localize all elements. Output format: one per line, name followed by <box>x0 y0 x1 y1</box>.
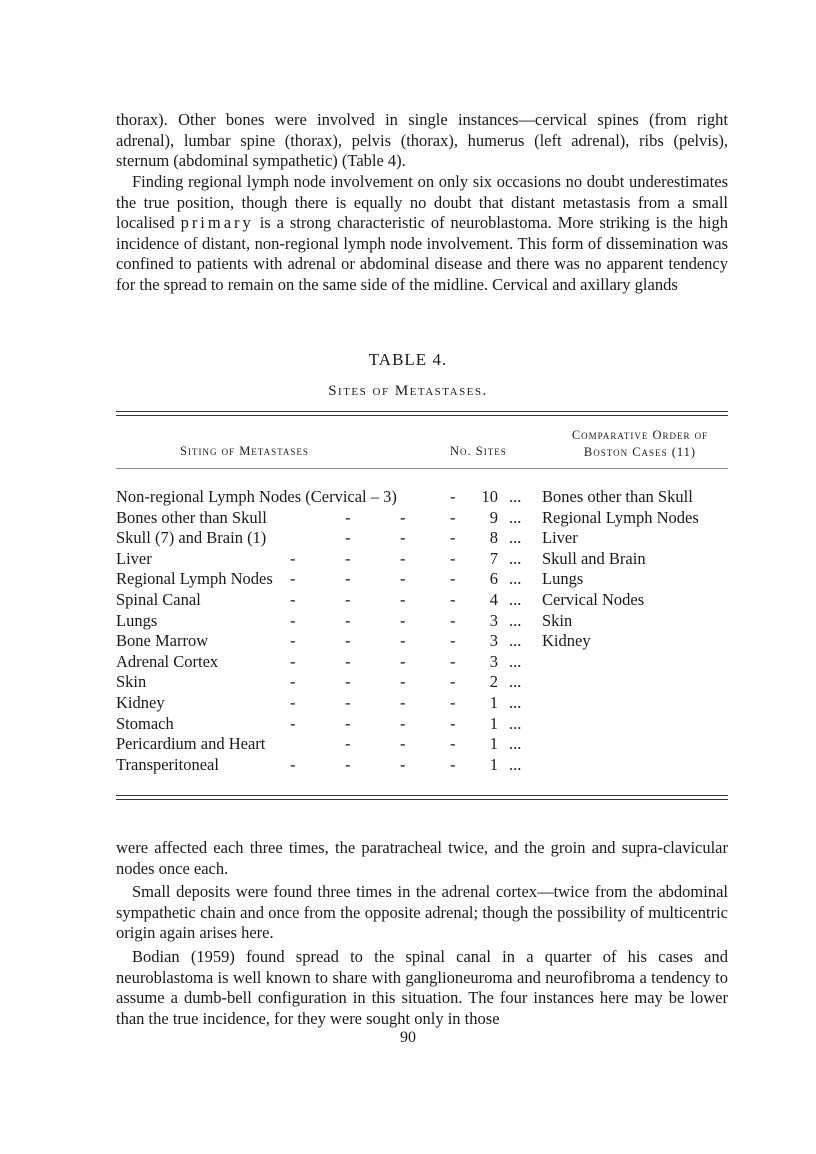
leader-ellipsis: ... <box>509 693 522 712</box>
table-row <box>116 569 728 590</box>
table-top-rule <box>116 411 728 412</box>
leader-dash: - <box>400 651 406 671</box>
leader-dash: - <box>450 734 456 754</box>
leader-dash: - <box>345 672 351 692</box>
leader-dash: - <box>345 590 351 609</box>
leader-dash: - <box>400 528 406 548</box>
site-count: 1 <box>489 734 498 754</box>
table-row <box>116 755 728 776</box>
leader-dash: - <box>450 507 456 527</box>
leader-dash: - <box>450 569 456 589</box>
paragraph-glands: were affected each three times, the paratracheal twice, and the groin and supra-clavicular nodes once each. <box>116 838 728 878</box>
site-count: 1 <box>489 754 498 774</box>
leader-dash: - <box>290 548 296 568</box>
leader-ellipsis: ... <box>509 734 522 754</box>
table-row <box>116 508 728 529</box>
leader-dash: - <box>345 693 351 712</box>
leader-ellipsis: ... <box>509 754 522 774</box>
site-count: 6 <box>489 569 498 589</box>
site-name: Stomach <box>116 713 174 733</box>
leader-dash: - <box>400 631 406 651</box>
site-name: Kidney <box>116 693 165 712</box>
header-siting: Siting of Metastases <box>180 444 309 458</box>
site-name: Transperitoneal <box>116 754 219 774</box>
leader-dash: - <box>345 651 351 671</box>
header-comparative-line2: Boston Cases (11) <box>583 445 697 459</box>
table-row <box>116 611 728 632</box>
emphasis-primary: primary <box>180 213 254 233</box>
leader-dash: - <box>290 590 296 609</box>
site-name: Non-regional Lymph Nodes (Cervical – 3) <box>116 487 397 506</box>
leader-dash: - <box>400 569 406 589</box>
leader-dash: - <box>400 754 406 774</box>
table-bottom-rule-2 <box>116 799 728 800</box>
header-comparative-line1: Comparative Order of <box>571 428 709 442</box>
leader-dash: - <box>400 693 406 712</box>
leader-dash: - <box>345 734 351 754</box>
boston-order-item: Skull and Brain <box>542 548 646 568</box>
leader-dash: - <box>400 610 406 630</box>
table-row <box>116 631 728 652</box>
leader-ellipsis: ... <box>509 528 522 548</box>
leader-dash: - <box>345 507 351 527</box>
leader-dash: - <box>345 631 351 651</box>
site-name: Spinal Canal <box>116 590 201 609</box>
leader-dash: - <box>450 693 456 712</box>
header-rule <box>116 468 728 469</box>
site-name: Lungs <box>116 610 158 630</box>
leader-dash: - <box>450 631 456 651</box>
leader-dash: - <box>400 734 406 754</box>
paragraph-spinal-canal: Bodian (1959) found spread to the spinal canal in a quarter of his cases and neuroblastoma is well known to share with ganglioneuroma and neurofibroma a tendency to assume a dumb-bell configuration in this situation. The four instances here may be lower than the true incidence, for they were sought only in those <box>116 947 728 1028</box>
site-name: Skull (7) and Brain (1) <box>116 528 267 548</box>
leader-dash: - <box>345 569 351 589</box>
table-row <box>116 652 728 673</box>
leader-dash: - <box>450 713 456 733</box>
leader-ellipsis: ... <box>509 507 522 527</box>
leader-ellipsis: ... <box>509 631 522 651</box>
leader-dash: - <box>290 631 296 651</box>
leader-dash: - <box>400 713 406 733</box>
leader-dash: - <box>290 693 296 712</box>
leader-dash: - <box>400 548 406 568</box>
boston-order-item: Liver <box>542 528 578 548</box>
site-count: 3 <box>489 610 498 630</box>
header-comparative <box>540 427 740 461</box>
site-count: 9 <box>489 507 498 527</box>
leader-ellipsis: ... <box>509 590 522 609</box>
table-row <box>116 590 728 611</box>
leader-dash: - <box>290 754 296 774</box>
page-number: 90 <box>400 1029 416 1046</box>
table-row <box>116 549 728 570</box>
leader-dash: - <box>345 713 351 733</box>
paragraph-lymph-nodes <box>116 172 728 296</box>
leader-dash: - <box>450 590 456 609</box>
table-row <box>116 693 728 714</box>
site-count: 8 <box>489 528 498 548</box>
site-name: Bones other than Skull <box>116 507 267 527</box>
boston-order-item: Kidney <box>542 631 591 651</box>
paragraph-bones: thorax). Other bones were involved in single instances—cervical spines (from right adrenal), lumbar spine (thorax), pelvis (thorax), humerus (left adrenal), ribs (pelvis), sternum (abdominal sympathetic) (Table 4). <box>116 110 728 171</box>
leader-ellipsis: ... <box>509 672 522 692</box>
site-count: 2 <box>489 672 498 692</box>
leader-dash: - <box>290 610 296 630</box>
table-row <box>116 487 728 508</box>
leader-ellipsis: ... <box>509 610 522 630</box>
table-top-rule-2 <box>116 415 728 416</box>
site-count: 10 <box>481 487 498 506</box>
leader-dash: - <box>290 713 296 733</box>
leader-dash: - <box>290 672 296 692</box>
table-title: TABLE 4. <box>368 350 448 369</box>
leader-ellipsis: ... <box>509 548 522 568</box>
site-count: 1 <box>489 713 498 733</box>
paragraph-lymph-nodes-part1: Finding regional lymph node involvement on only six occasions no doubt underestimates the true position, though there is equally no doubt that distant metastasis from a small localised <box>116 172 728 233</box>
site-count: 7 <box>489 548 498 568</box>
boston-order-item: Bones other than Skull <box>542 487 693 506</box>
leader-dash: - <box>345 528 351 548</box>
leader-dash: - <box>450 487 456 506</box>
leader-dash: - <box>400 590 406 609</box>
boston-order-item: Cervical Nodes <box>542 590 645 609</box>
table-row <box>116 714 728 735</box>
site-count: 3 <box>489 631 498 651</box>
leader-ellipsis: ... <box>509 651 522 671</box>
leader-dash: - <box>290 569 296 589</box>
site-name: Regional Lymph Nodes <box>116 569 273 589</box>
leader-dash: - <box>345 754 351 774</box>
boston-order-item: Skin <box>542 610 573 630</box>
paragraph-lymph-nodes-part2: is a strong characteristic of neuroblastoma. More striking is the high incidence of distant, non-regional lymph node involvement. This form of dissemination was confined to patients with adrenal or abdominal disease and there was no apparent tendency for the spread to remain on the same side of the midline. Cervical and axillary glands <box>116 213 728 294</box>
leader-dash: - <box>290 651 296 671</box>
boston-order-item: Lungs <box>542 569 584 589</box>
leader-dash: - <box>450 548 456 568</box>
leader-dash: - <box>450 651 456 671</box>
leader-dash: - <box>450 610 456 630</box>
site-name: Skin <box>116 672 147 692</box>
site-name: Bone Marrow <box>116 631 209 651</box>
leader-ellipsis: ... <box>509 569 522 589</box>
leader-ellipsis: ... <box>509 487 522 506</box>
table-row <box>116 672 728 693</box>
header-no-sites: No. Sites <box>450 444 507 458</box>
leader-ellipsis: ... <box>509 713 522 733</box>
leader-dash: - <box>400 507 406 527</box>
site-name: Pericardium and Heart <box>116 734 266 754</box>
leader-dash: - <box>450 528 456 548</box>
site-count: 3 <box>489 651 498 671</box>
leader-dash: - <box>345 610 351 630</box>
site-count: 1 <box>489 693 498 712</box>
leader-dash: - <box>345 548 351 568</box>
boston-order-item: Regional Lymph Nodes <box>542 507 699 527</box>
site-name: Adrenal Cortex <box>116 651 219 671</box>
leader-dash: - <box>450 672 456 692</box>
table-subtitle: Sites of Metastases. <box>328 383 488 399</box>
leader-dash: - <box>400 672 406 692</box>
site-count: 4 <box>489 590 498 609</box>
leader-dash: - <box>450 754 456 774</box>
table-bottom-rule <box>116 795 728 796</box>
table-row <box>116 734 728 755</box>
site-name: Liver <box>116 548 152 568</box>
table-row <box>116 528 728 549</box>
paragraph-adrenal-cortex: Small deposits were found three times in the adrenal cortex—twice from the abdominal sympathetic chain and once from the opposite adrenal; though the possibility of multicentric origin again arises here. <box>116 882 728 943</box>
